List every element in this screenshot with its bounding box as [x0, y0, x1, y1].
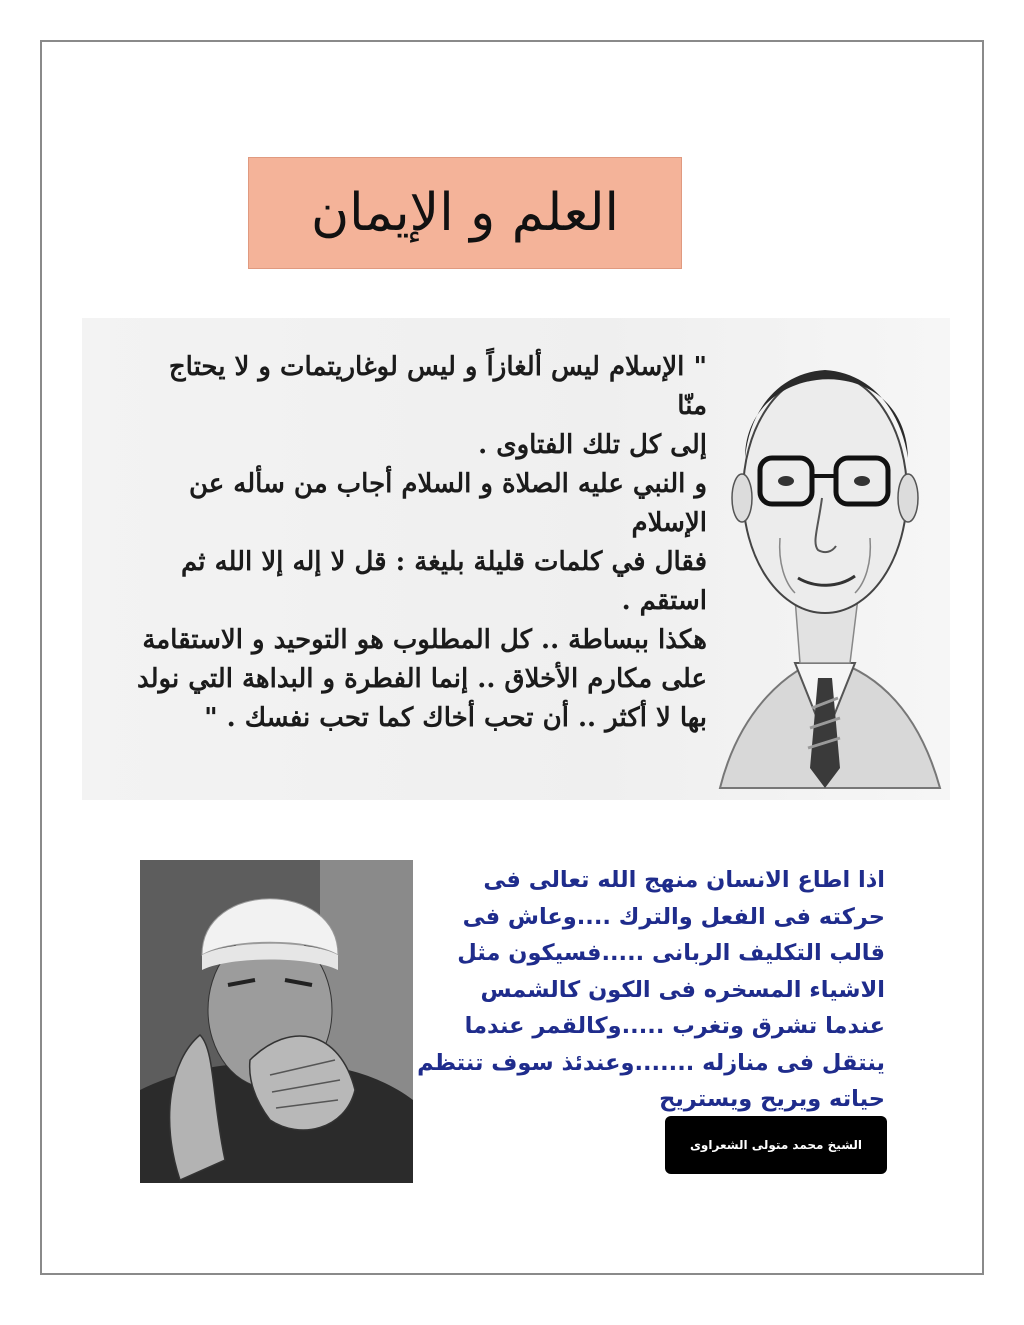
saying-line: قالب التكليف الربانى .....فسيكون مثل: [457, 940, 885, 966]
caption-badge: [665, 1116, 887, 1174]
page-title: العلم و الإيمان: [310, 183, 620, 243]
quote-line: بها لا أكثر .. أن تحب أخاك كما تحب نفسك . ": [204, 703, 707, 733]
saying-line: حركته فى الفعل والترك ....وعاش فى: [462, 903, 885, 930]
quote-line: " الإسلام ليس ألغازاً و ليس لوغاريتمات و لا يحتاج منّا: [168, 352, 707, 421]
saying-line: ينتقل فى منازله .......وعندئذ سوف تنتظم: [417, 1049, 885, 1076]
saying-line: اذا اطاع الانسان منهج الله تعالى فى: [483, 867, 885, 893]
portrait-sketch-man-glasses: [700, 318, 950, 800]
quote-line: على مكارم الأخلاق .. إنما الفطرة و البداهة التي نولد: [136, 664, 707, 694]
portrait-photo-sheikh: [140, 860, 413, 1183]
quote-line: هكذا ببساطة .. كل المطلوب هو التوحيد و الاستقامة: [142, 625, 707, 655]
caption-text: الشيخ محمد متولى الشعراوى: [689, 1138, 863, 1152]
quote-text: [137, 348, 707, 738]
quote-line: إلى كل تلك الفتاوى .: [478, 430, 707, 460]
quote-line: و النبي عليه الصلاة و السلام أجاب من سأله عن الإسلام: [188, 469, 707, 538]
saying-line: عندما تشرق وتغرب .....وكالقمر عندما: [464, 1013, 885, 1039]
saying-text: [415, 862, 885, 1118]
photo-sheikh-praying: [140, 860, 413, 1183]
saying-line: الاشياء المسخره فى الكون كالشمس: [480, 976, 885, 1003]
title-banner: [248, 157, 682, 269]
quote-line: فقال في كلمات قليلة بليغة : قل لا إله إلا الله ثم استقم .: [181, 547, 707, 616]
saying-line: حياته ويريح ويستريح: [659, 1086, 885, 1112]
quote-panel: [82, 318, 950, 800]
